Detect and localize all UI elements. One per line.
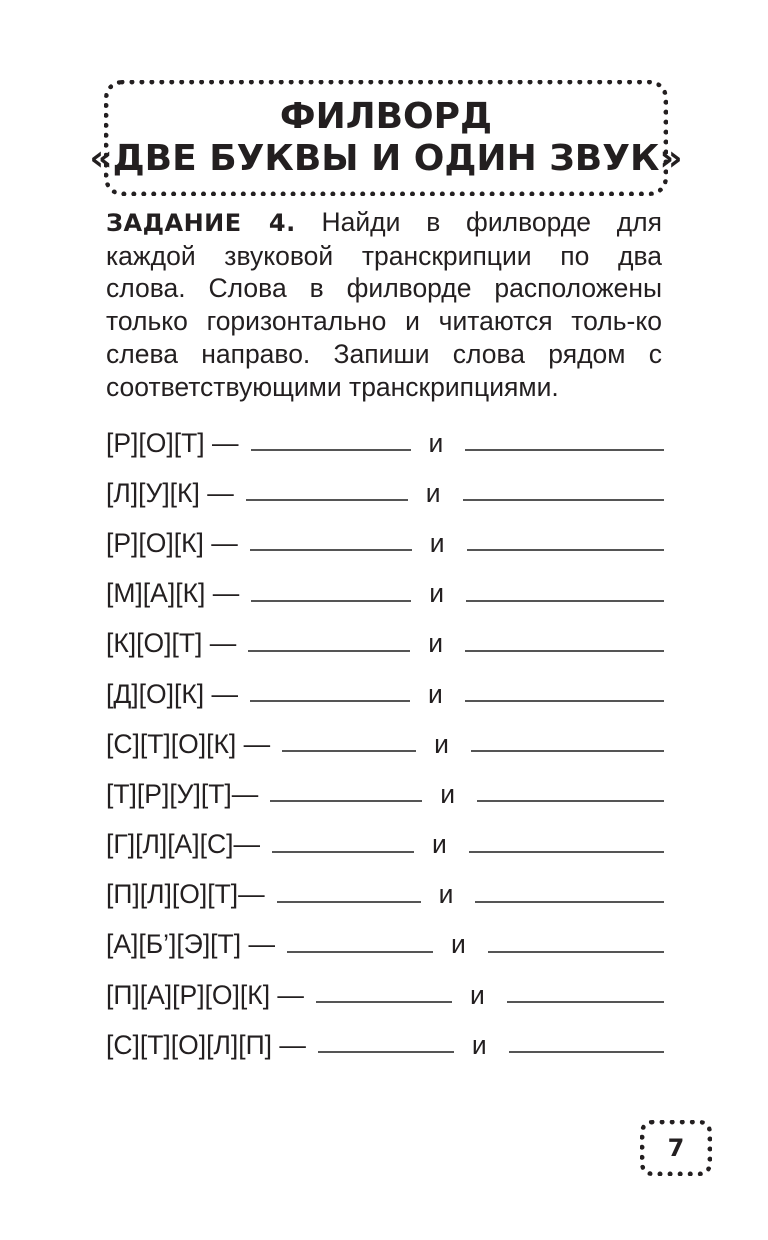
answer-blank-2[interactable] [488,951,664,953]
transcription-label: [Р][О][Т] — [106,427,239,458]
conjunction-and: и [440,778,456,809]
title-line-1: ФИЛВОРД [279,96,493,137]
transcription-label: [А][Б’][Э][Т] — [106,929,275,960]
answer-blank-2[interactable] [469,851,664,853]
transcription-label: [Г][Л][А][С]— [106,829,260,860]
conjunction-and: и [434,728,449,759]
answer-blank-1[interactable] [316,1001,452,1003]
answer-blank-2[interactable] [466,600,664,602]
transcription-row [106,719,664,769]
conjunction-and: и [471,1029,487,1060]
transcription-label: [С][Т][О][Л][П] — [106,1029,306,1060]
transcription-label: [Л][У][К] — [106,477,234,508]
answer-blank-1[interactable] [272,851,414,853]
answer-blank-1[interactable] [282,750,416,752]
answer-blank-2[interactable] [465,700,664,702]
title-line-2: «ДВЕ БУКВЫ И ОДИН ЗВУК» [89,138,683,179]
answer-blank-2[interactable] [475,901,664,903]
answer-blank-1[interactable] [250,549,412,551]
conjunction-and: и [469,979,485,1010]
transcription-row [106,619,664,669]
answer-blank-1[interactable] [250,700,410,702]
transcription-row [106,769,664,819]
answer-blank-1[interactable] [318,1051,454,1053]
transcription-row [106,870,664,920]
answer-rows [106,418,664,1070]
transcription-label: [С][Т][О][К] — [106,728,271,759]
transcription-row [106,569,664,619]
transcription-label: [П][Л][О][Т]— [106,879,265,910]
transcription-row [106,468,664,518]
transcription-row [106,820,664,870]
conjunction-and: и [428,427,444,458]
conjunction-and: и [431,829,447,860]
answer-blank-2[interactable] [507,1001,664,1003]
conjunction-and: и [450,929,466,960]
page-number: 7 [640,1120,712,1176]
answer-blank-1[interactable] [287,951,433,953]
answer-blank-1[interactable] [277,901,421,903]
transcription-row [106,669,664,719]
transcription-label: [П][А][Р][О][К] — [106,979,304,1010]
transcription-row [106,518,664,568]
conjunction-and: и [428,628,444,659]
answer-blank-2[interactable] [465,650,664,652]
transcription-row [106,920,664,970]
answer-blank-2[interactable] [463,499,664,501]
title-box [89,80,683,196]
conjunction-and: и [429,578,445,609]
answer-blank-1[interactable] [248,650,410,652]
conjunction-and: и [428,678,443,709]
answer-blank-2[interactable] [471,750,664,752]
task-label: ЗАДАНИЕ 4. [106,209,296,237]
transcription-label: [М][А][К] — [106,578,240,609]
transcription-label: [Т][Р][У][Т]— [106,778,259,809]
answer-blank-2[interactable] [509,1051,664,1053]
answer-blank-2[interactable] [465,449,664,451]
answer-blank-1[interactable] [251,600,411,602]
transcription-label: [К][О][Т] — [106,628,237,659]
answer-blank-1[interactable] [246,499,408,501]
task-paragraph [106,206,662,403]
conjunction-and: и [438,879,454,910]
conjunction-and: и [425,477,441,508]
transcription-label: [Д][О][К] — [106,678,239,709]
answer-blank-2[interactable] [467,549,664,551]
answer-blank-2[interactable] [477,800,664,802]
transcription-row [106,418,664,468]
answer-blank-1[interactable] [270,800,422,802]
conjunction-and: и [429,527,445,558]
transcription-label: [Р][О][К] — [106,527,238,558]
task-text: Найди в филворде для каждой звуковой транскрипции по два слова. Слова в филворде расположены только горизонтально и читаются толь-ко слева направо. Запиши слова рядом с соответствующими транскрипциями. [106,207,662,402]
answer-blank-1[interactable] [251,449,411,451]
transcription-row [106,970,664,1020]
transcription-row [106,1020,664,1070]
